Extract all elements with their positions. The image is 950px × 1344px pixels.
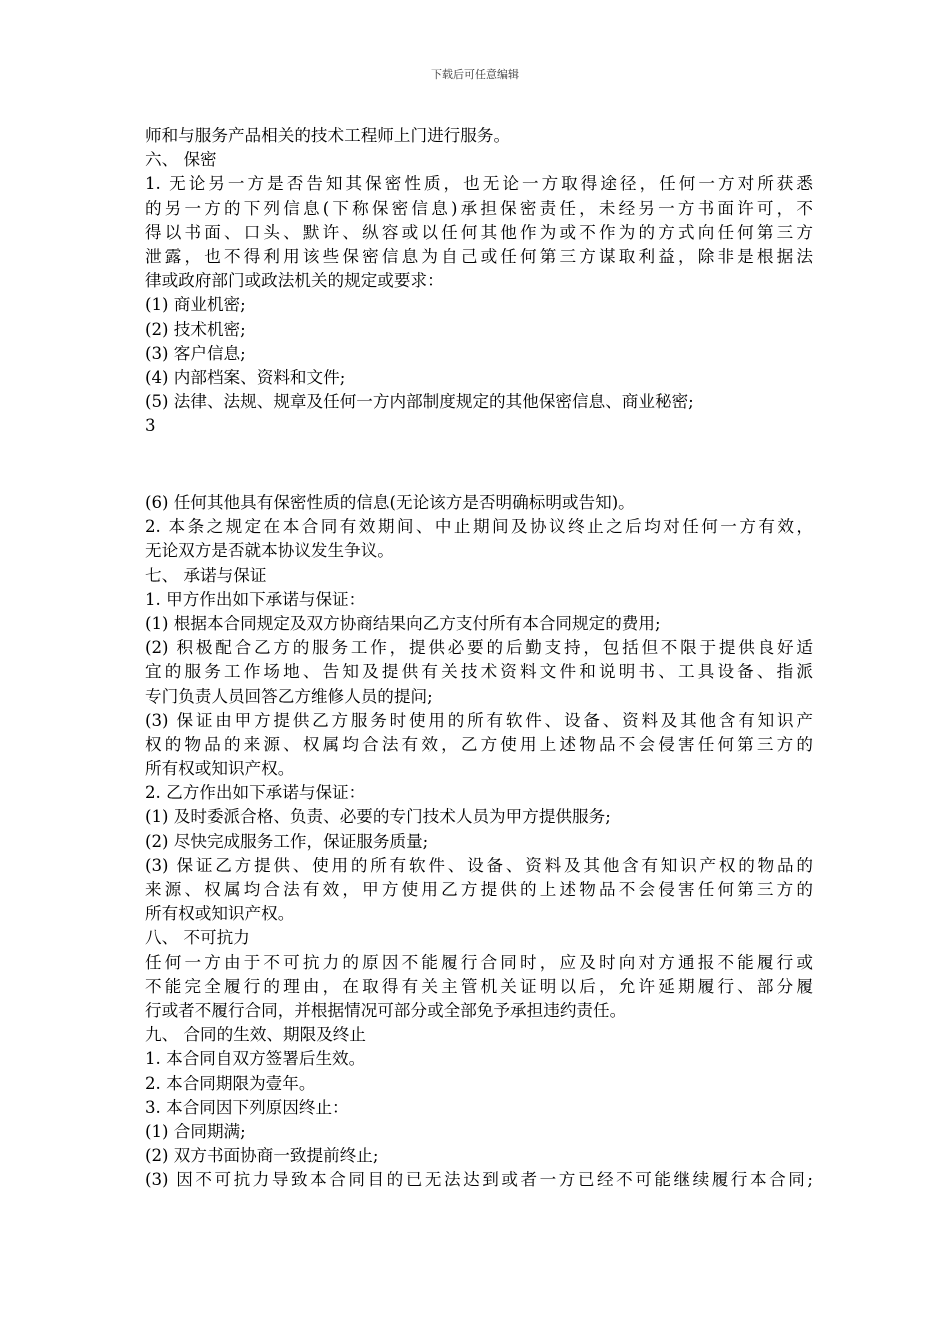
- list-item: (2) 积极配合乙方的服务工作，提供必要的后勤支持，包括但不限于提供良好适: [145, 638, 813, 658]
- text-line: 3. 本合同因下列原因终止：: [145, 1097, 349, 1117]
- section-heading-force-majeure: 八、 不可抗力: [145, 928, 250, 948]
- text-line: 泄露，也不得利用该些保密信息为自己或任何第三方谋取利益，除非是根据法: [145, 246, 813, 266]
- page-header: 下载后可任意编辑: [431, 68, 519, 81]
- list-item: (4) 内部档案、资料和文件;: [145, 367, 346, 387]
- text-line: 的另一方的下列信息(下称保密信息)承担保密责任，未经另一方书面许可，不: [145, 198, 813, 218]
- list-item: (2) 尽快完成服务工作，保证服务质量;: [145, 831, 429, 851]
- list-item: (3) 保证乙方提供、使用的所有软件、设备、资料及其他含有知识产权的物品的: [145, 855, 813, 875]
- text-line: 得以书面、口头、默许、纵容或以任何其他作为或不作为的方式向任何第三方: [145, 222, 813, 242]
- text-line: 任何一方由于不可抗力的原因不能履行合同时，应及时向对方通报不能履行或: [145, 952, 813, 972]
- text-line: 所有权或知识产权。: [145, 904, 295, 924]
- section-heading-effectiveness: 九、 合同的生效、期限及终止: [145, 1025, 366, 1045]
- list-item: (1) 商业机密;: [145, 295, 246, 315]
- text-line: 1. 本合同自双方签署后生效。: [145, 1049, 366, 1069]
- text-line: 不能完全履行的理由，在取得有关主管机关证明以后，允许延期履行、部分履: [145, 976, 813, 996]
- list-item: (6) 任何其他具有保密性质的信息(无论该方是否明确标明或告知)。: [145, 493, 635, 512]
- list-item: (1) 合同期满;: [145, 1121, 246, 1141]
- list-item: (5) 法律、法规、规章及任何一方内部制度规定的其他保密信息、商业秘密;: [145, 392, 694, 412]
- text-line: 律或政府部门或政法机关的规定或要求：: [145, 271, 444, 291]
- list-item: (3) 因不可抗力导致本合同目的已无法达到或者一方已经不可能继续履行本合同;: [145, 1170, 813, 1190]
- list-item: (3) 保证由甲方提供乙方服务时使用的所有软件、设备、资料及其他含有知识产: [145, 710, 813, 730]
- list-item: (1) 根据本合同规定及双方协商结果向乙方支付所有本合同规定的费用;: [145, 613, 661, 633]
- list-item: (1) 及时委派合格、负责、必要的专门技术人员为甲方提供服务;: [145, 807, 611, 827]
- section-heading-confidentiality: 六、 保密: [145, 150, 217, 170]
- text-line: 专门负责人员回答乙方维修人员的提问;: [145, 686, 433, 706]
- text-line: 2. 乙方作出如下承诺与保证：: [145, 783, 366, 803]
- list-item: (3) 客户信息;: [145, 343, 246, 363]
- document-page-4-body: [145, 491, 813, 1192]
- text-line: 2. 本合同期限为壹年。: [145, 1073, 316, 1093]
- text-line: 权的物品的来源、权属均合法有效，乙方使用上述物品不会侵害任何第三方的: [145, 734, 813, 754]
- text-line: 师和与服务产品相关的技术工程师上门进行服务。: [145, 126, 511, 145]
- text-line: 2. 本条之规定在本合同有效期间、中止期间及协议终止之后均对任何一方有效，: [145, 517, 813, 537]
- text-line: 所有权或知识产权。: [145, 759, 295, 779]
- text-line: 1. 甲方作出如下承诺与保证：: [145, 589, 366, 609]
- list-item: (2) 技术机密;: [145, 319, 246, 339]
- section-heading-commitments: 七、 承诺与保证: [145, 565, 267, 585]
- text-line: 1. 无论另一方是否告知其保密性质，也无论一方取得途径，任何一方对所获悉: [145, 174, 813, 194]
- text-line: 无论双方是否就本协议发生争议。: [145, 541, 394, 561]
- page-number: 3: [145, 416, 156, 436]
- text-line: 宜的服务工作场地、告知及提供有关技术资料文件和说明书、工具设备、指派: [145, 662, 813, 682]
- text-line: 来源、权属均合法有效，甲方使用乙方提供的上述物品不会侵害任何第三方的: [145, 880, 813, 899]
- text-line: 行或者不履行合同，并根据情况可部分或全部免予承担违约责任。: [145, 1000, 627, 1020]
- list-item: (2) 双方书面协商一致提前终止;: [145, 1146, 379, 1166]
- document-page-3-body: [145, 124, 813, 438]
